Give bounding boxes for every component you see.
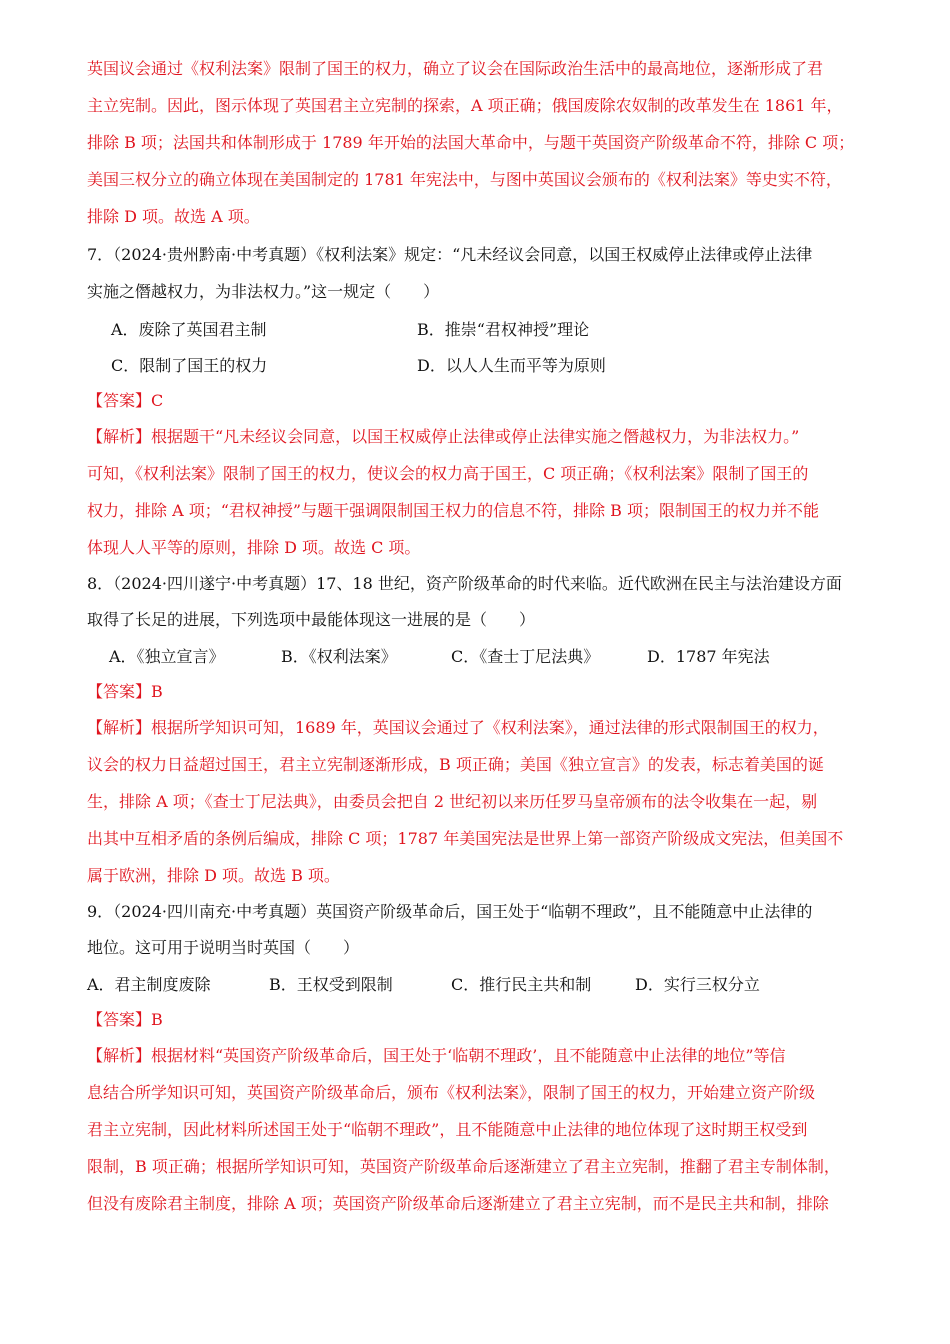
- analysis-continuation-line: 主立宪制。因此，图示体现了英国君主立宪制的探索，A 项正确；俄国废除农奴制的改革发生在 1861 年，: [87, 96, 843, 115]
- analysis-continuation-line: 排除 B 项；法国共和体制形成于 1789 年开始的法国大革命中，与题干英国资产阶级革命不符，排除 C 项；: [87, 133, 855, 152]
- q8-analysis-line: 出其中互相矛盾的条例后编成，排除 C 项；1787 年美国宪法是世界上第一部资产阶级成文宪法，但美国不: [87, 829, 844, 848]
- q9-analysis-line: 但没有废除君主制度，排除 A 项；英国资产阶级革命后逐渐建立了君主立宪制，而不是民主共和制，排除: [87, 1194, 829, 1213]
- q7-option-b: B．推崇“君权神授”理论: [417, 320, 590, 339]
- q7-analysis-line: 可知，《权利法案》限制了国王的权力，使议会的权力高于国王，C 项正确；《权利法案》限制了国王的: [87, 464, 809, 483]
- q9-option-c: C．推行民主共和制: [451, 975, 592, 994]
- q7-answer: 【答案】C: [87, 391, 164, 410]
- q9-analysis-line: 息结合所学知识可知，英国资产阶级革命后，颁布《权利法案》，限制了国王的权力，开始建立资产阶级: [87, 1083, 816, 1102]
- q8-analysis-line: 属于欧洲，排除 D 项。故选 B 项。: [87, 866, 340, 885]
- q8-stem-line: 取得了长足的进展，下列选项中最能体现这一进展的是（ ）: [87, 610, 536, 629]
- q8-option-b: B．《权利法案》: [281, 647, 397, 666]
- q9-answer: 【答案】B: [87, 1010, 163, 1029]
- analysis-continuation-line: 英国议会通过《权利法案》限制了国王的权力，确立了议会在国际政治生活中的最高地位，逐渐形成了君: [87, 59, 824, 78]
- q7-analysis-line: 【解析】根据题干“凡未经议会同意，以国王权威停止法律或停止法律实施之僭越权力，为非法权力。”: [87, 427, 800, 446]
- q7-option-d: D．以人人生而平等为原则: [417, 356, 606, 375]
- q7-stem-line: 7．（2024·贵州黔南·中考真题）《权利法案》规定：“凡未经议会同意，以国王权威停止法律或停止法律: [87, 245, 813, 264]
- q9-stem-line: 地位。这可用于说明当时英国（ ）: [87, 938, 360, 957]
- q9-analysis-line: 【解析】根据材料“英国资产阶级革命后，国王处于‘临朝不理政’，且不能随意中止法律的地位”等信: [87, 1046, 786, 1065]
- q8-stem-line: 8．（2024·四川遂宁·中考真题）17、18 世纪，资产阶级革命的时代来临。近代欧洲在民主与法治建设方面: [87, 574, 842, 593]
- q8-analysis-line: 生，排除 A 项；《查士丁尼法典》，由委员会把自 2 世纪初以来历任罗马皇帝颁布的法令收集在一起，剔: [87, 792, 818, 811]
- q8-analysis-line: 议会的权力日益超过国王，君主立宪制逐渐形成，B 项正确；美国《独立宣言》的发表，标志着美国的诞: [87, 755, 824, 774]
- q7-analysis-line: 权力，排除 A 项；“君权神授”与题干强调限制国王权力的信息不符，排除 B 项；限制国王的权力并不能: [87, 501, 820, 520]
- q9-stem-line: 9．（2024·四川南充·中考真题）英国资产阶级革命后，国王处于“临朝不理政”，且不能随意中止法律的: [87, 902, 813, 921]
- analysis-continuation-line: 美国三权分立的确立体现在美国制定的 1781 年宪法中，与图中英国议会颁布的《权利法案》等史实不符，: [87, 170, 842, 189]
- q9-option-b: B．王权受到限制: [269, 975, 393, 994]
- q8-option-a: A．《独立宣言》: [109, 647, 225, 666]
- q8-option-d: D．1787 年宪法: [647, 647, 770, 666]
- q8-answer: 【答案】B: [87, 682, 163, 701]
- q7-option-a: A．废除了英国君主制: [111, 320, 267, 339]
- q9-option-d: D．实行三权分立: [635, 975, 760, 994]
- q7-stem-line: 实施之僭越权力，为非法权力。”这一规定（ ）: [87, 282, 440, 301]
- q8-option-c: C．《查士丁尼法典》: [451, 647, 600, 666]
- q7-analysis-line: 体现人人平等的原则，排除 D 项。故选 C 项。: [87, 538, 421, 557]
- q9-analysis-line: 君主立宪制，因此材料所述国王处于“临朝不理政”，且不能随意中止法律的地位体现了这时期王权受到: [87, 1120, 808, 1139]
- q9-analysis-line: 限制，B 项正确；根据所学知识可知，英国资产阶级革命后逐渐建立了君主立宪制，推翻了君主专制体制，: [87, 1157, 840, 1176]
- q9-option-a: A．君主制度废除: [87, 975, 211, 994]
- q8-analysis-line: 【解析】根据所学知识可知，1689 年，英国议会通过了《权利法案》，通过法律的形式限制国王的权力，: [87, 718, 829, 737]
- q7-option-c: C．限制了国王的权力: [111, 356, 268, 375]
- analysis-continuation-line: 排除 D 项。故选 A 项。: [87, 207, 260, 226]
